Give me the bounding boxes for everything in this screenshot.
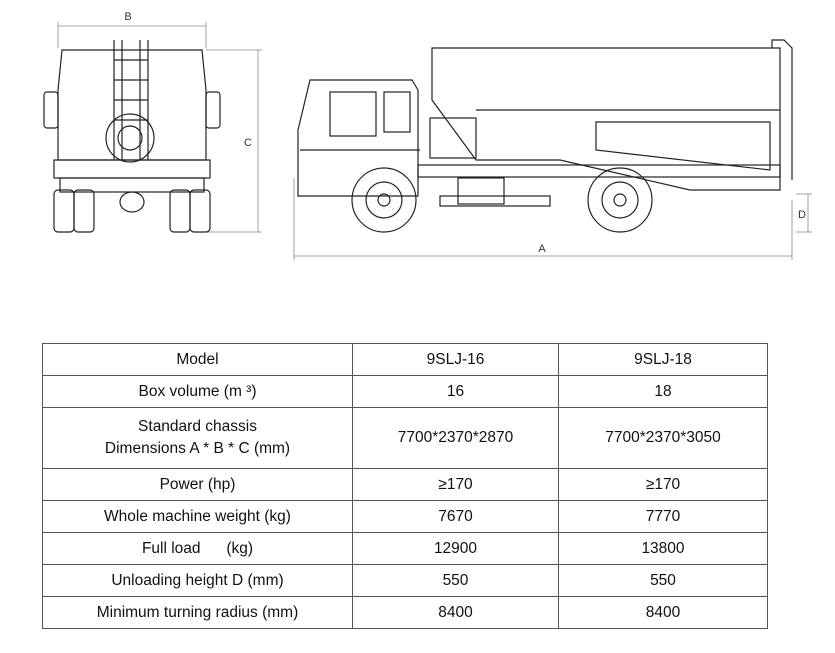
spec-table	[42, 343, 768, 629]
row-label: Whole machine weight (kg)	[43, 501, 353, 533]
rear-view-drawing	[44, 22, 262, 232]
cell-value: 13800	[559, 533, 768, 565]
cell-value: 7700*2370*3050	[559, 408, 768, 469]
row-label: Power (hp)	[43, 469, 353, 501]
cell-value: 18	[559, 376, 768, 408]
row-label: Full load (kg)	[43, 533, 353, 565]
cell-value: 7700*2370*2870	[353, 408, 559, 469]
cell-value: 550	[353, 565, 559, 597]
dim-label-a: A	[538, 243, 546, 255]
table-row	[43, 533, 768, 565]
cell-value: 550	[559, 565, 768, 597]
cell-value: 8400	[559, 597, 768, 629]
table-row	[43, 408, 768, 469]
row-label: Minimum turning radius (mm)	[43, 597, 353, 629]
row-label	[43, 408, 353, 469]
row-label: Box volume (m ³)	[43, 376, 353, 408]
row-label-line: Dimensions A * B * C (mm)	[104, 440, 291, 457]
table-row	[43, 469, 768, 501]
cell-value: 16	[353, 376, 559, 408]
cell-value: ≥170	[559, 469, 768, 501]
header-cell: 9SLJ-18	[559, 344, 768, 376]
cell-value: 8400	[353, 597, 559, 629]
cell-value: 7770	[559, 501, 768, 533]
cell-value: 12900	[353, 533, 559, 565]
header-cell: Model	[43, 344, 353, 376]
table-row	[43, 565, 768, 597]
cell-value: ≥170	[353, 469, 559, 501]
cell-value: 7670	[353, 501, 559, 533]
dim-label-c: C	[244, 137, 252, 149]
dim-label-d: D	[798, 209, 806, 221]
row-label: Unloading height D (mm)	[43, 565, 353, 597]
table-row	[43, 597, 768, 629]
table-row	[43, 501, 768, 533]
dim-label-b: B	[124, 11, 132, 23]
header-cell: 9SLJ-16	[353, 344, 559, 376]
side-view-drawing	[294, 40, 812, 260]
table-header-row	[43, 344, 768, 376]
truck-dimension-drawing	[0, 0, 835, 280]
table-row	[43, 376, 768, 408]
row-label-line: Standard chassis	[138, 418, 257, 435]
